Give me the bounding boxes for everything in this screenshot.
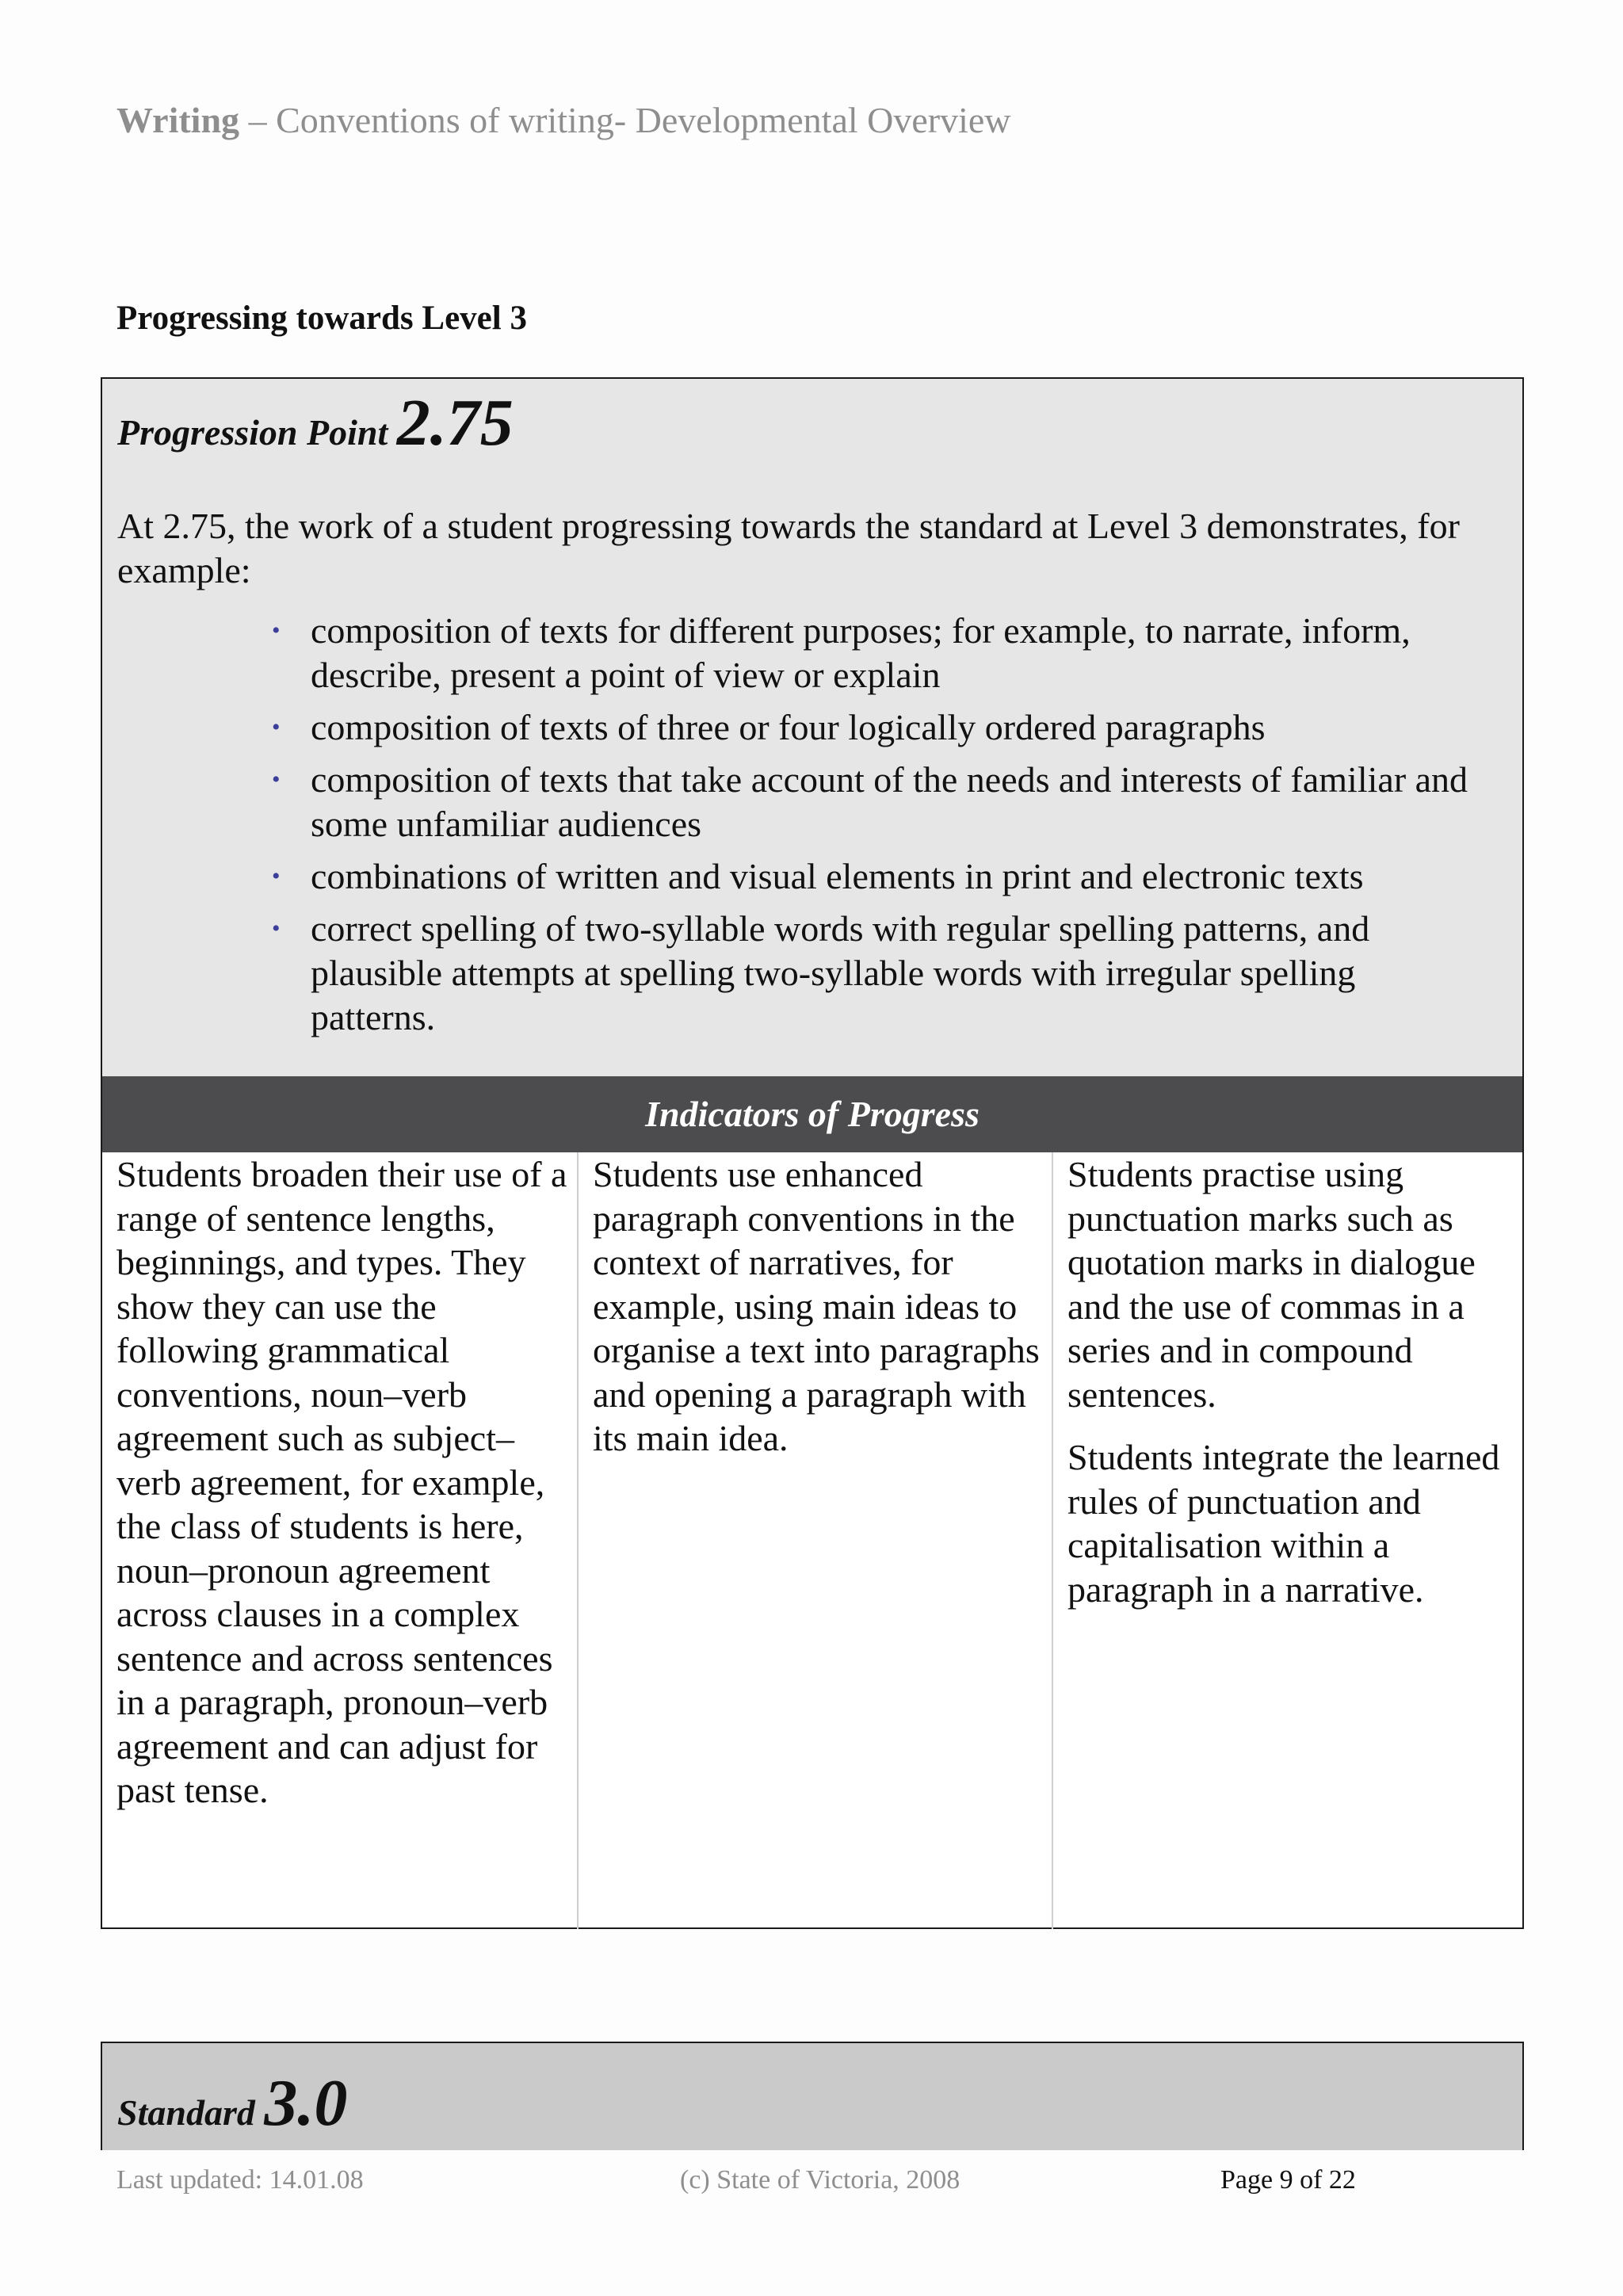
- bullet-icon: •: [272, 766, 281, 793]
- standard-title: [117, 2066, 348, 2140]
- progression-point-number: 2.75: [396, 386, 514, 460]
- progression-point-box: [101, 377, 1524, 1929]
- indicator-column-paragraphs: [577, 1152, 1052, 1929]
- list-item: [102, 907, 1522, 1040]
- progression-point-panel: [102, 379, 1522, 1076]
- progression-point-intro: At 2.75, the work of a student progressing towards the standard at Level 3 demonstrates, for example:: [117, 506, 1460, 590]
- standard-box: [101, 2042, 1524, 2150]
- list-item-text: composition of texts for different purposes; for example, to narrate, inform, describe, present a point of view or explain: [311, 610, 1411, 695]
- indicator-paragraph: Students integrate the learned rules of punctuation and capitalisation within a paragraph in a narrative.: [1067, 1437, 1500, 1610]
- indicator-paragraph: Students use enhanced paragraph conventions in the context of narratives, for example, using main ideas to organise a text into paragraphs and opening a paragraph with its main idea.: [593, 1154, 1040, 1458]
- header-subject: Writing: [116, 100, 240, 140]
- footer-copyright: (c) State of Victoria, 2008: [680, 2165, 960, 2195]
- bullet-icon: •: [272, 863, 281, 889]
- indicator-column-punctuation: [1052, 1152, 1522, 1929]
- list-item-text: correct spelling of two-syllable words with regular spelling patterns, and plausible attempts at spelling two-syllable words with irregular spelling patterns.: [311, 908, 1370, 1037]
- indicators-columns: [102, 1152, 1522, 1929]
- footer-page-number: Page 9 of 22: [1220, 2165, 1356, 2195]
- progression-point-title: [117, 386, 514, 460]
- indicator-paragraph: Students broaden their use of a range of sentence lengths, beginnings, and types. They show they can use the following grammatical conventions, noun–verb agreement such as subject–verb agreement, for example, the class of students is here, noun–pronoun agreement across clauses in a complex sentence and across sentences in a paragraph, pronoun–verb agreement and can adjust for past tense.: [116, 1154, 567, 1810]
- bullet-icon: •: [272, 915, 281, 942]
- indicators-heading: Indicators of Progress: [102, 1076, 1522, 1152]
- header-subtitle: – Conventions of writing- Developmental Overview: [239, 100, 1011, 140]
- list-item-text: composition of texts that take account of the needs and interests of familiar and some unfamiliar audiences: [311, 759, 1468, 844]
- list-item: [102, 854, 1522, 899]
- progression-point-label: Progression Point: [117, 412, 397, 453]
- list-item: [102, 609, 1522, 697]
- list-item: [102, 758, 1522, 846]
- list-item: [102, 705, 1522, 750]
- bullet-icon: •: [272, 617, 281, 644]
- standard-label: Standard: [117, 2092, 265, 2133]
- footer-last-updated: Last updated: 14.01.08: [116, 2165, 364, 2195]
- section-heading: Progressing towards Level 3: [116, 300, 527, 337]
- indicator-paragraph: Students practise using punctuation marks such as quotation marks in dialogue and the use of commas in a series and in compound sentences.: [1067, 1154, 1476, 1415]
- progression-point-list: [102, 609, 1522, 1048]
- list-item-text: composition of texts of three or four logically ordered paragraphs: [311, 707, 1266, 747]
- indicator-column-sentences: [102, 1152, 577, 1929]
- list-item-text: combinations of written and visual elements in print and electronic texts: [311, 856, 1364, 896]
- standard-number: 3.0: [264, 2066, 348, 2140]
- bullet-icon: •: [272, 714, 281, 740]
- document-header: [116, 100, 1011, 142]
